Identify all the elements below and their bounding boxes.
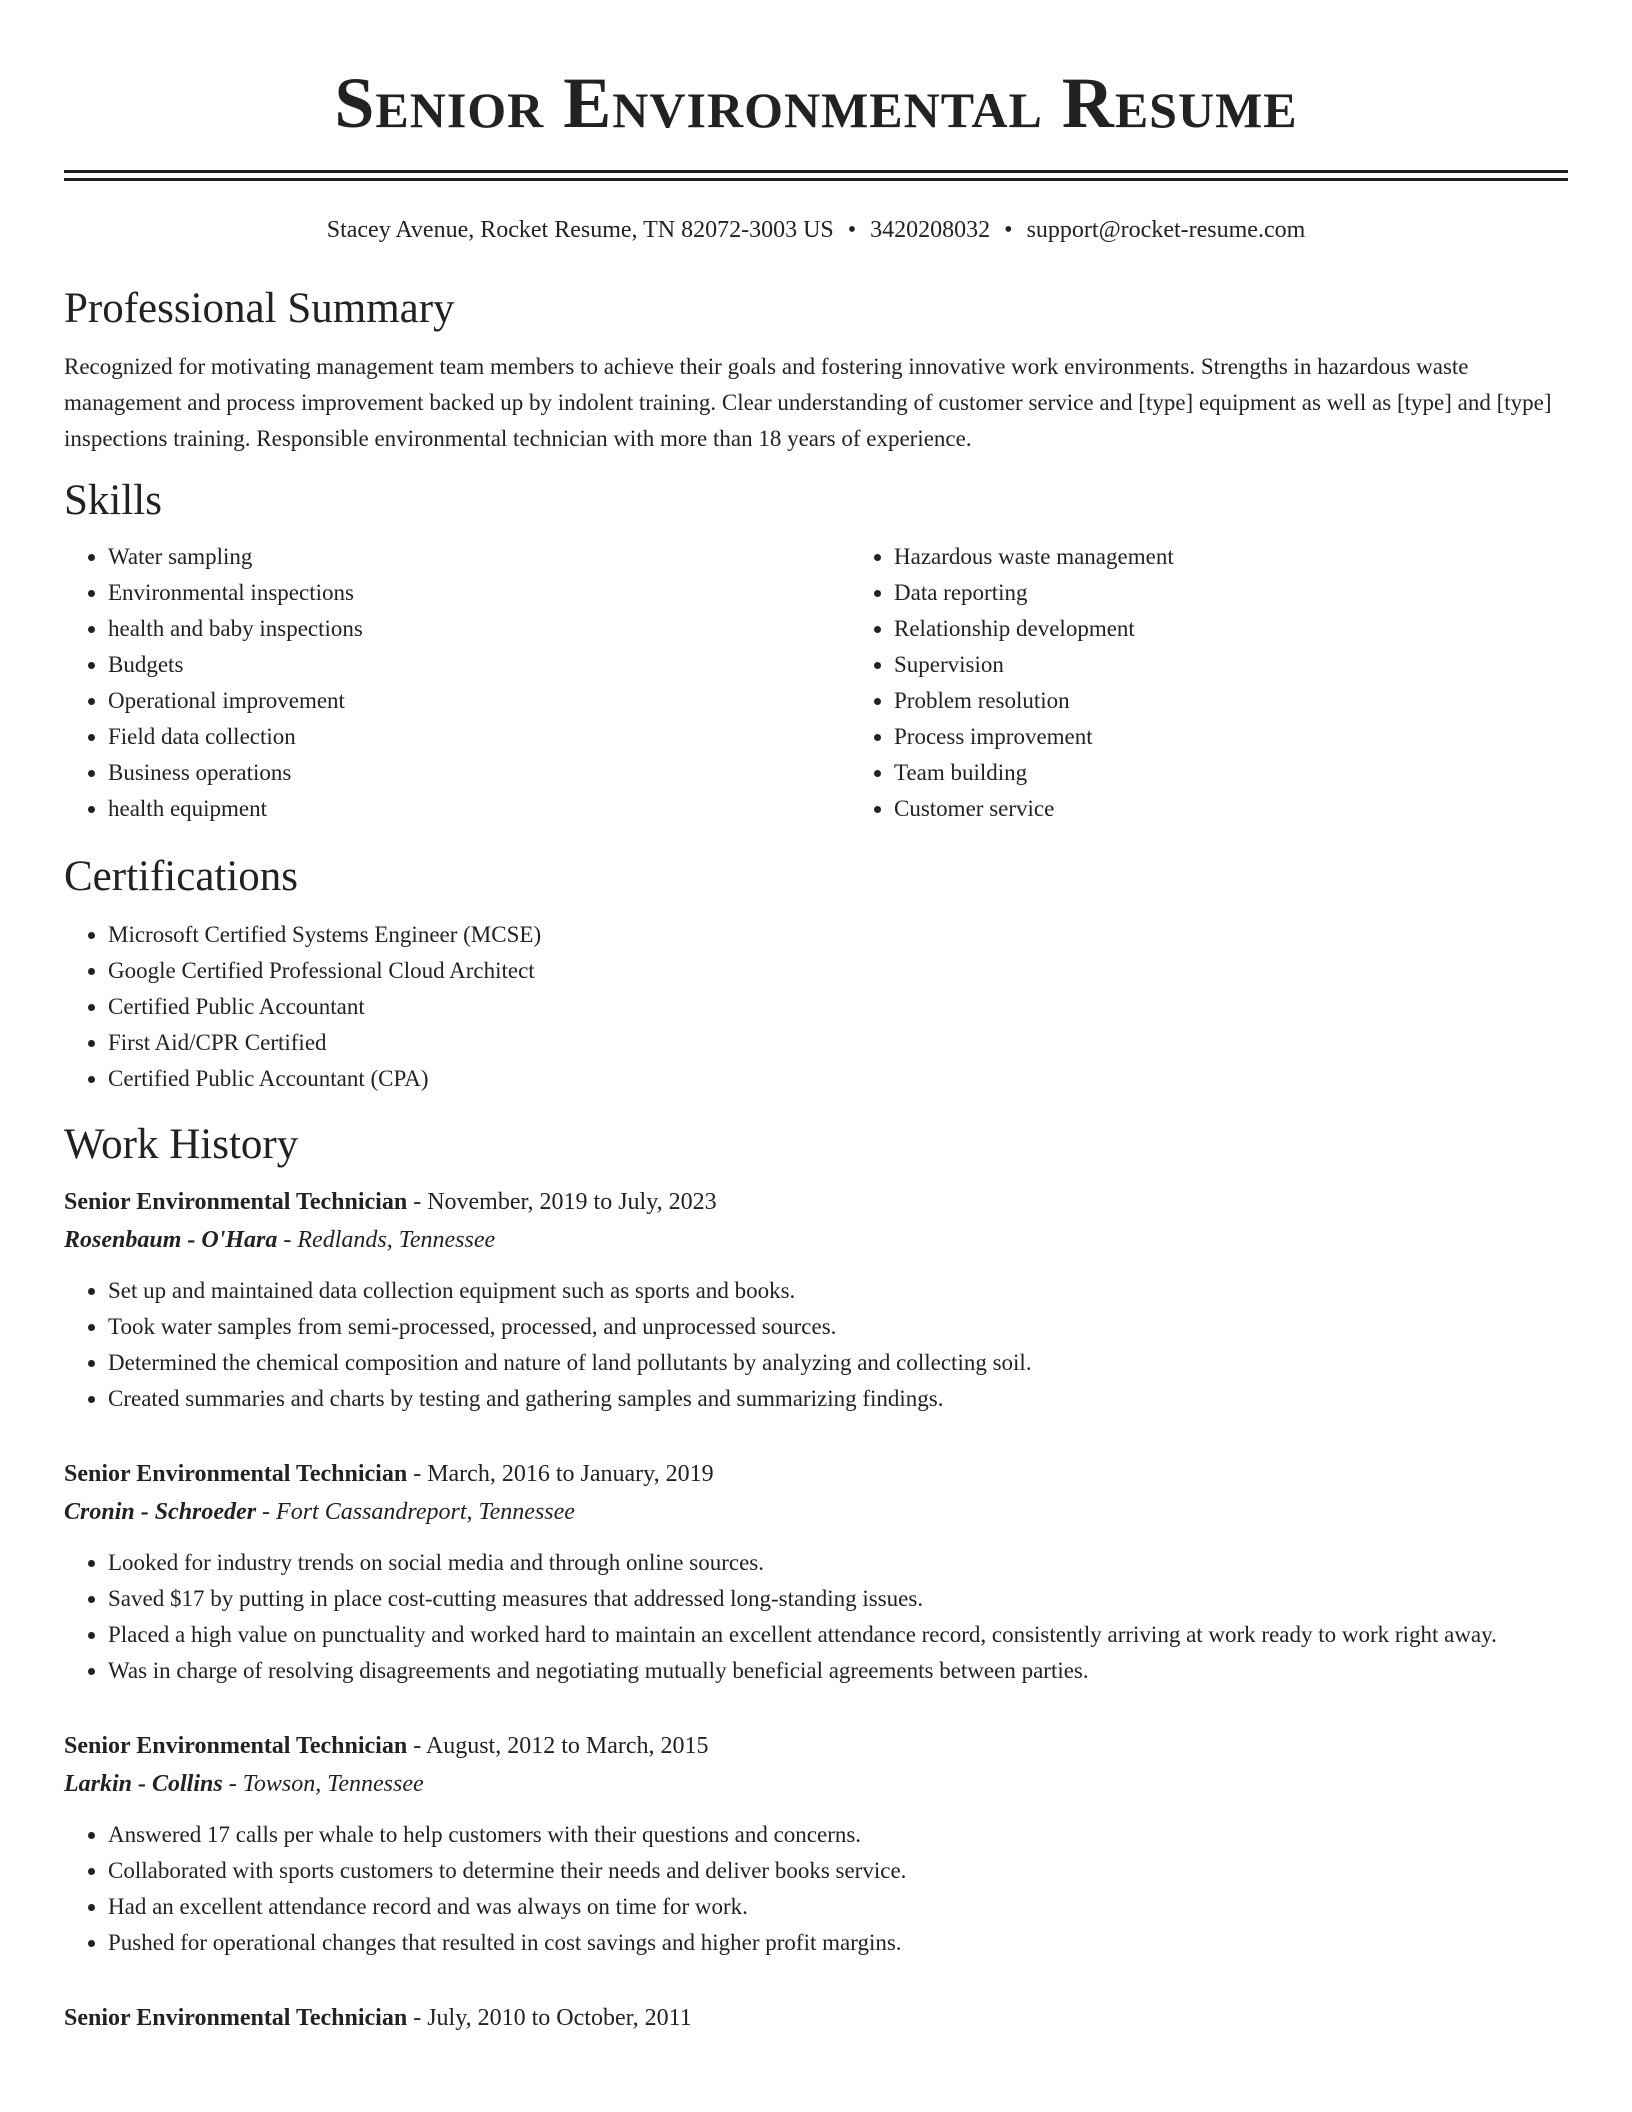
skill-item: • health equipment [108, 791, 850, 827]
skills-heading: Skills [64, 477, 162, 524]
job-company: Rosenbaum - O'Hara [64, 1227, 278, 1253]
contact-separator: • [1004, 217, 1013, 243]
contact-line [64, 215, 1568, 245]
job-bullets [64, 1817, 1568, 1961]
title-divider-bottom [64, 178, 1568, 181]
contact-separator: • [847, 217, 857, 243]
job-title-line: Senior Environmental Technician - August, 2012 to March, 2015 [64, 1733, 709, 1759]
certification-item: • Google Certified Professional Cloud Architect [108, 953, 1568, 989]
job-title-line: Senior Environmental Technician - March, 2016 to January, 2019 [64, 1461, 714, 1487]
skill-item: • Problem resolution [894, 683, 1632, 719]
certification-item: • Certified Public Accountant [108, 989, 1568, 1025]
job-bullets [64, 1273, 1568, 1417]
job-dates: July, 2010 to October, 2011 [427, 2005, 692, 2031]
skill-item: • Relationship development [894, 611, 1632, 647]
job-title: Senior Environmental Technician [64, 1461, 408, 1487]
skills-list-left [64, 539, 850, 827]
job-dates: March, 2016 to January, 2019 [427, 1461, 714, 1487]
contact-address: Stacey Avenue, Rocket Resume, TN 82072-3003 US [326, 217, 834, 243]
skill-item: • Team building [894, 755, 1632, 791]
certification-item: • Microsoft Certified Systems Engineer (MCSE) [108, 917, 1568, 953]
job-entry [64, 1183, 1568, 1417]
job-location: Fort Cassandreport, Tennessee [276, 1499, 575, 1525]
skill-item: • Water sampling [108, 539, 850, 575]
job-title-line: Senior Environmental Technician - November, 2019 to July, 2023 [64, 1189, 717, 1215]
job-entry-partial [64, 1999, 1568, 2037]
skill-item: • Business operations [108, 755, 850, 791]
job-bullet: • Had an excellent attendance record and was always on time for work. [108, 1889, 1568, 1925]
job-bullet: • Saved $17 by putting in place cost-cutting measures that addressed long-standing issues. [108, 1581, 1568, 1617]
certification-item: • Certified Public Accountant (CPA) [108, 1061, 1568, 1097]
job-company: Larkin - Collins [64, 1771, 223, 1797]
work-history-heading: Work History [64, 1121, 299, 1168]
skill-item: • Environmental inspections [108, 575, 850, 611]
job-bullet: • Was in charge of resolving disagreements and negotiating mutually beneficial agreements between parties. [108, 1653, 1568, 1689]
skills-list-right [850, 539, 1632, 827]
job-entry [64, 1727, 1568, 1961]
certifications-list [64, 917, 1568, 1097]
summary-text: Recognized for motivating management team members to achieve their goals and fostering innovative work environments. Strengths in hazardous waste management and process improvement backed up by indolent training. Clear understanding of customer service and [type] equipment as well as [type] and [type] inspections training. Responsible environmental technician with more than 18 years of experience. [64, 354, 1552, 451]
job-location: Redlands, Tennessee [297, 1227, 496, 1253]
certification-item: • First Aid/CPR Certified [108, 1025, 1568, 1061]
contact-phone: 3420208032 [870, 217, 991, 243]
job-dates: August, 2012 to March, 2015 [425, 1733, 709, 1759]
job-bullet: • Answered 17 calls per whale to help customers with their questions and concerns. [108, 1817, 1568, 1853]
job-bullet: • Placed a high value on punctuality and worked hard to maintain an excellent attendance record, consistently arriving at work ready to work right away. [108, 1617, 1568, 1653]
skill-item: • Supervision [894, 647, 1632, 683]
skill-item: • Field data collection [108, 719, 850, 755]
skill-item: • Operational improvement [108, 683, 850, 719]
skill-item: • Data reporting [894, 575, 1632, 611]
job-bullet: • Looked for industry trends on social media and through online sources. [108, 1545, 1568, 1581]
job-bullet: • Collaborated with sports customers to determine their needs and deliver books service. [108, 1853, 1568, 1889]
job-bullets [64, 1545, 1568, 1689]
job-title-line: Senior Environmental Technician - July, 2010 to October, 2011 [64, 2005, 692, 2031]
job-title: Senior Environmental Technician [64, 1189, 408, 1215]
skill-item: • Hazardous waste management [894, 539, 1632, 575]
job-location: Towson, Tennessee [242, 1771, 424, 1797]
skill-item: • Process improvement [894, 719, 1632, 755]
skill-item: • health and baby inspections [108, 611, 850, 647]
job-company-line: Larkin - Collins - Towson, Tennessee [64, 1771, 424, 1797]
job-bullet: • Pushed for operational changes that resulted in cost savings and higher profit margins. [108, 1925, 1568, 1961]
job-bullet: • Took water samples from semi-processed, processed, and unprocessed sources. [108, 1309, 1568, 1345]
job-entry [64, 1455, 1568, 1689]
job-bullet: • Created summaries and charts by testing and gathering samples and summarizing findings. [108, 1381, 1568, 1417]
job-company: Cronin - Schroeder [64, 1499, 257, 1525]
job-title: Senior Environmental Technician [64, 2005, 408, 2031]
job-company-line: Rosenbaum - O'Hara - Redlands, Tennessee [64, 1227, 496, 1253]
certifications-heading: Certifications [64, 853, 299, 900]
skill-item: • Budgets [108, 647, 850, 683]
resume-title: Senior Environmental Resume [334, 63, 1298, 143]
job-bullet: • Determined the chemical composition and nature of land pollutants by analyzing and collecting soil. [108, 1345, 1568, 1381]
job-company-line: Cronin - Schroeder - Fort Cassandreport, Tennessee [64, 1499, 575, 1525]
title-divider-top [64, 170, 1568, 173]
contact-email: support@rocket-resume.com [1026, 217, 1306, 243]
job-dates: November, 2019 to July, 2023 [427, 1189, 717, 1215]
skills-columns [64, 539, 1568, 827]
summary-heading: Professional Summary [64, 285, 455, 332]
skill-item: • Customer service [894, 791, 1632, 827]
job-title: Senior Environmental Technician [64, 1733, 408, 1759]
job-bullet: • Set up and maintained data collection equipment such as sports and books. [108, 1273, 1568, 1309]
